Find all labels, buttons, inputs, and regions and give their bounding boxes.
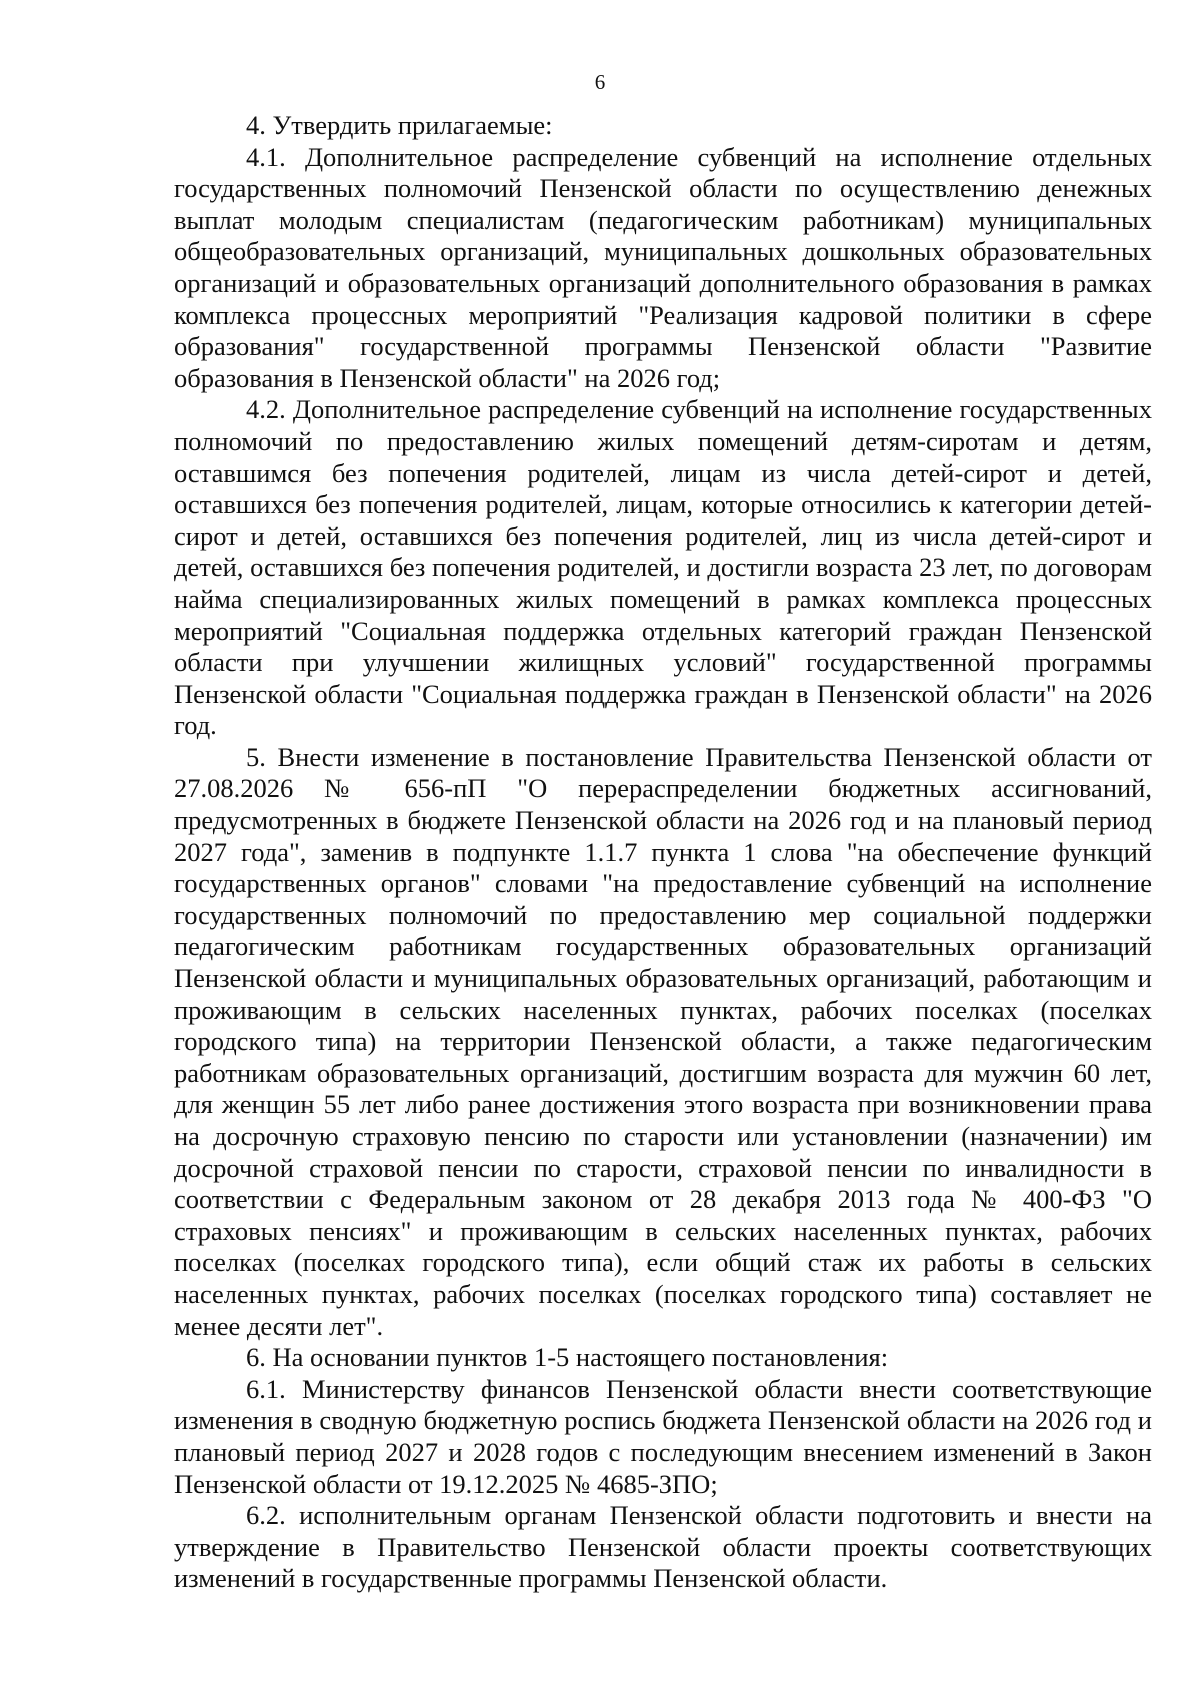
paragraph-item-4-1: 4.1. Дополнительное распределение субвенций на исполнение отдельных государственных полномочий Пензенской области по осуществлению денежных выплат молодым специалистам (педагогическим работникам) муниципальных общеобразовательных организаций, муниципальных дошкольных образовательных организаций и образовательных организаций дополнительного образования в рамках комплекса процессных мероприятий "Реализация кадровой политики в сфере образования" государственной программы Пензенской области "Развитие образования в Пензенской области" на 2026 год; <box>174 141 1152 393</box>
paragraph-item-4-2: 4.2. Дополнительное распределение субвенций на исполнение государственных полномочий по предоставлению жилых помещений детям-сиротам и детям, оставшимся без попечения родителей, лицам из числа детей-сирот и детей, оставшихся без попечения родителей, лицам, которые относились к категории детей-сирот и детей, оставшихся без попечения родителей, лиц из числа детей-сирот и детей, оставшихся без попечения родителей, и достигли возраста 23 лет, по договорам найма специализированных жилых помещений в рамках комплекса процессных мероприятий "Социальная поддержка отдельных категорий граждан Пензенской области при улучшении жилищных условий" государственной программы Пензенской области "Социальная поддержка граждан в Пензенской области" на 2026 год. <box>174 394 1152 741</box>
page-number: 6 <box>594 70 606 94</box>
paragraph-item-5: 5. Внести изменение в постановление Правительства Пензенской области от 27.08.2026 № 656-пП "О перераспределении бюджетных ассигнований, предусмотренных в бюджете Пензенской области на 2026 год и на плановый период 2027 года", заменив в подпункте 1.1.7 пункта 1 слова "на обеспечение функций государственных органов" словами "на предоставление субвенций на исполнение государственных полномочий по предоставлению мер социальной поддержки педагогическим работникам государственных образовательных организаций Пензенской области и муниципальных образовательных организаций, работающим и проживающим в сельских населенных пунктах, рабочих поселках (поселках городского типа) на территории Пензенской области, а также педагогическим работникам образовательных организаций, достигшим возраста для мужчин 60 лет, для женщин 55 лет либо ранее достижения этого возраста при возникновении права на досрочную страховую пенсию по старости или установлении (назначении) им досрочной страховой пенсии по старости, страховой пенсии по инвалидности в соответствии с Федеральным законом от 28 декабря 2013 года № 400-ФЗ "О страховых пенсиях" и проживающим в сельских населенных пунктах, рабочих поселках (поселках городского типа), если общий стаж их работы в сельских населенных пунктах, рабочих поселках (поселках городского типа) составляет не менее десяти лет". <box>174 741 1152 1341</box>
paragraph-item-4: 4. Утвердить прилагаемые: <box>246 110 553 140</box>
paragraph-item-6: 6. На основании пунктов 1-5 настоящего постановления: <box>246 1342 889 1373</box>
paragraph-item-6-1: 6.1. Министерству финансов Пензенской области внести соответствующие изменения в сводную бюджетную роспись бюджета Пензенской области на 2026 год и плановый период 2027 и 2028 годов с последующим внесением изменений в Закон Пензенской области от 19.12.2025 № 4685-ЗПО; <box>174 1373 1152 1499</box>
document-body <box>174 110 1152 1595</box>
paragraph-item-6-2: 6.2. исполнительным органам Пензенской области подготовить и внести на утверждение в Правительство Пензенской области проекты соответствующих изменений в государственные программы Пензенской области. <box>174 1500 1152 1594</box>
